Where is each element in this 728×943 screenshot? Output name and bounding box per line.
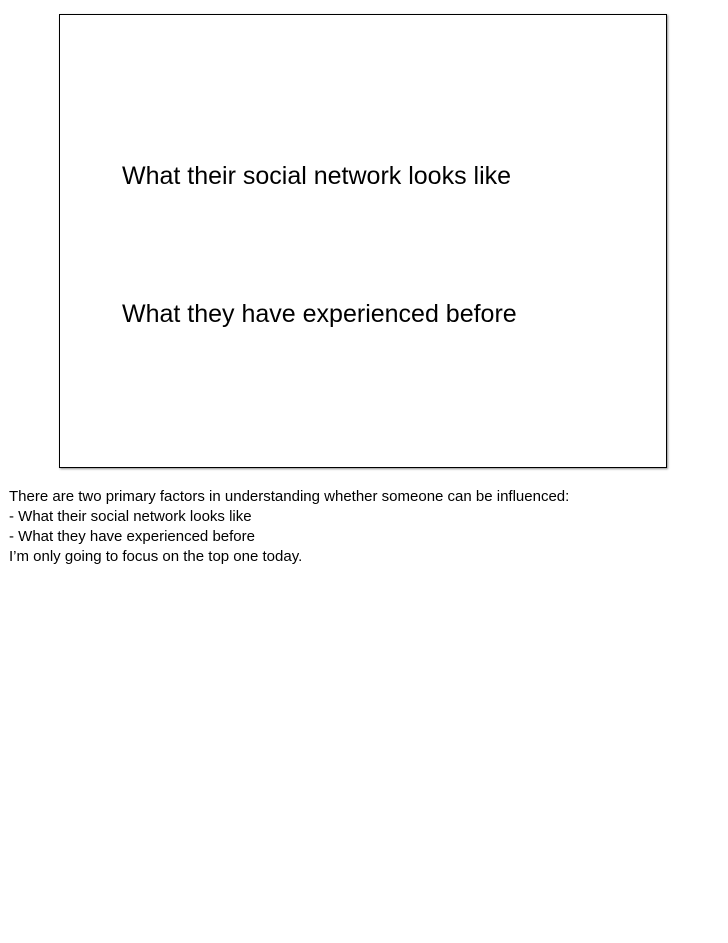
- slide-point-social-network: What their social network looks like: [122, 162, 512, 190]
- slide-point-experience: What they have experienced before: [122, 300, 517, 328]
- slide-frame: [59, 14, 667, 468]
- speaker-notes: [9, 487, 724, 567]
- notes-line-intro: There are two primary factors in understanding whether someone can be influenced:: [9, 488, 570, 505]
- notes-line-social-network: - What their social network looks like: [9, 508, 252, 525]
- notes-line-focus: I’m only going to focus on the top one today.: [9, 548, 303, 565]
- notes-line-experience: - What they have experienced before: [9, 528, 255, 545]
